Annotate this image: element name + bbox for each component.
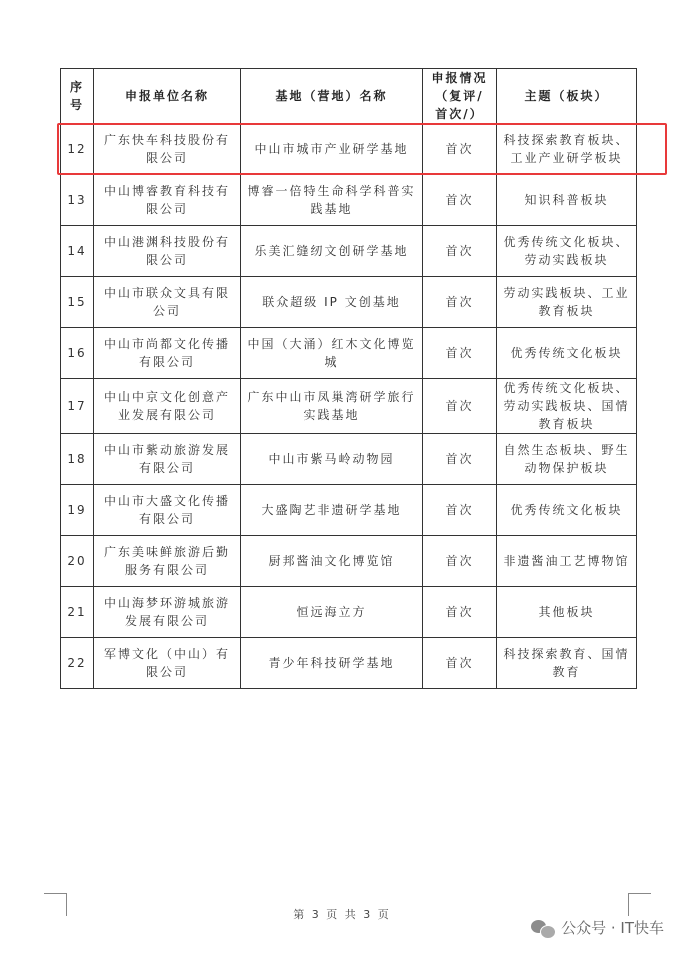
cell-theme: 劳动实践板块、工业教育板块 — [497, 277, 637, 328]
cell-status: 首次 — [423, 226, 497, 277]
cell-no: 16 — [61, 328, 94, 379]
cell-no: 15 — [61, 277, 94, 328]
wechat-icon — [531, 918, 555, 938]
cell-status: 首次 — [423, 277, 497, 328]
cell-unit: 中山博睿教育科技有限公司 — [94, 175, 241, 226]
cell-base: 联众超级 IP 文创基地 — [241, 277, 423, 328]
cell-theme: 知识科普板块 — [497, 175, 637, 226]
cell-status: 首次 — [423, 536, 497, 587]
cell-status: 首次 — [423, 328, 497, 379]
cell-unit: 中山港渊科技股份有限公司 — [94, 226, 241, 277]
cell-no: 14 — [61, 226, 94, 277]
cell-status: 首次 — [423, 124, 497, 175]
cell-unit: 中山市大盛文化传播有限公司 — [94, 485, 241, 536]
cell-base: 厨邦酱油文化博览馆 — [241, 536, 423, 587]
header-theme: 主题（板块） — [497, 69, 637, 124]
cell-no: 18 — [61, 434, 94, 485]
cell-theme: 其他板块 — [497, 587, 637, 638]
cell-unit: 中山市尚都文化传播有限公司 — [94, 328, 241, 379]
cell-no: 22 — [61, 638, 94, 689]
cell-unit: 广东美味鲜旅游后勤服务有限公司 — [94, 536, 241, 587]
cell-base: 大盛陶艺非遗研学基地 — [241, 485, 423, 536]
table-header-row — [61, 69, 637, 124]
cell-status: 首次 — [423, 175, 497, 226]
cell-theme: 自然生态板块、野生动物保护板块 — [497, 434, 637, 485]
cell-status: 首次 — [423, 379, 497, 434]
cell-unit: 中山市紫动旅游发展有限公司 — [94, 434, 241, 485]
cell-no: 13 — [61, 175, 94, 226]
cell-theme: 优秀传统文化板块 — [497, 485, 637, 536]
cell-base: 恒远海立方 — [241, 587, 423, 638]
cell-base: 青少年科技研学基地 — [241, 638, 423, 689]
header-unit: 申报单位名称 — [94, 69, 241, 124]
cell-unit: 中山中京文化创意产业发展有限公司 — [94, 379, 241, 434]
cell-base: 中山市城市产业研学基地 — [241, 124, 423, 175]
cell-unit: 中山市联众文具有限公司 — [94, 277, 241, 328]
cell-no: 21 — [61, 587, 94, 638]
table-row — [61, 638, 637, 689]
page-footer: 第 3 页 共 3 页 — [293, 908, 391, 921]
cell-status: 首次 — [423, 485, 497, 536]
cell-base: 广东中山市凤巢湾研学旅行实践基地 — [241, 379, 423, 434]
table-row — [61, 175, 637, 226]
cell-theme: 优秀传统文化板块 — [497, 328, 637, 379]
table-row — [61, 226, 637, 277]
watermark — [531, 917, 664, 938]
cell-no: 17 — [61, 379, 94, 434]
table-row — [61, 587, 637, 638]
table-row — [61, 434, 637, 485]
header-base: 基地（营地）名称 — [241, 69, 423, 124]
cell-base: 中山市紫马岭动物园 — [241, 434, 423, 485]
cell-status: 首次 — [423, 434, 497, 485]
highlight-box — [57, 123, 667, 175]
cell-status: 首次 — [423, 638, 497, 689]
cell-base: 博睿一倍特生命科学科普实践基地 — [241, 175, 423, 226]
table-row — [61, 277, 637, 328]
table-row — [61, 536, 637, 587]
cell-base: 乐美汇缝纫文创研学基地 — [241, 226, 423, 277]
table-row — [61, 485, 637, 536]
cell-unit: 中山海梦环游城旅游发展有限公司 — [94, 587, 241, 638]
cell-status: 首次 — [423, 587, 497, 638]
cell-no: 12 — [61, 124, 94, 175]
cell-unit: 军博文化（中山）有限公司 — [94, 638, 241, 689]
cell-no: 19 — [61, 485, 94, 536]
cell-theme: 优秀传统文化板块、劳动实践板块、国情教育板块 — [497, 379, 637, 434]
watermark-text: 公众号 · IT快车 — [561, 919, 664, 937]
cell-theme: 非遗酱油工艺博物馆 — [497, 536, 637, 587]
cell-unit: 广东快车科技股份有限公司 — [94, 124, 241, 175]
cell-base: 中国（大涌）红木文化博览城 — [241, 328, 423, 379]
cell-no: 20 — [61, 536, 94, 587]
table-body — [61, 124, 637, 689]
header-status: 申报情况（复评/首次/） — [423, 69, 497, 124]
header-no: 序号 — [61, 69, 94, 124]
cell-theme: 科技探索教育板块、工业产业研学板块 — [497, 124, 637, 175]
cell-theme: 科技探索教育、国情教育 — [497, 638, 637, 689]
table-row — [61, 328, 637, 379]
table-row — [61, 379, 637, 434]
cell-theme: 优秀传统文化板块、劳动实践板块 — [497, 226, 637, 277]
